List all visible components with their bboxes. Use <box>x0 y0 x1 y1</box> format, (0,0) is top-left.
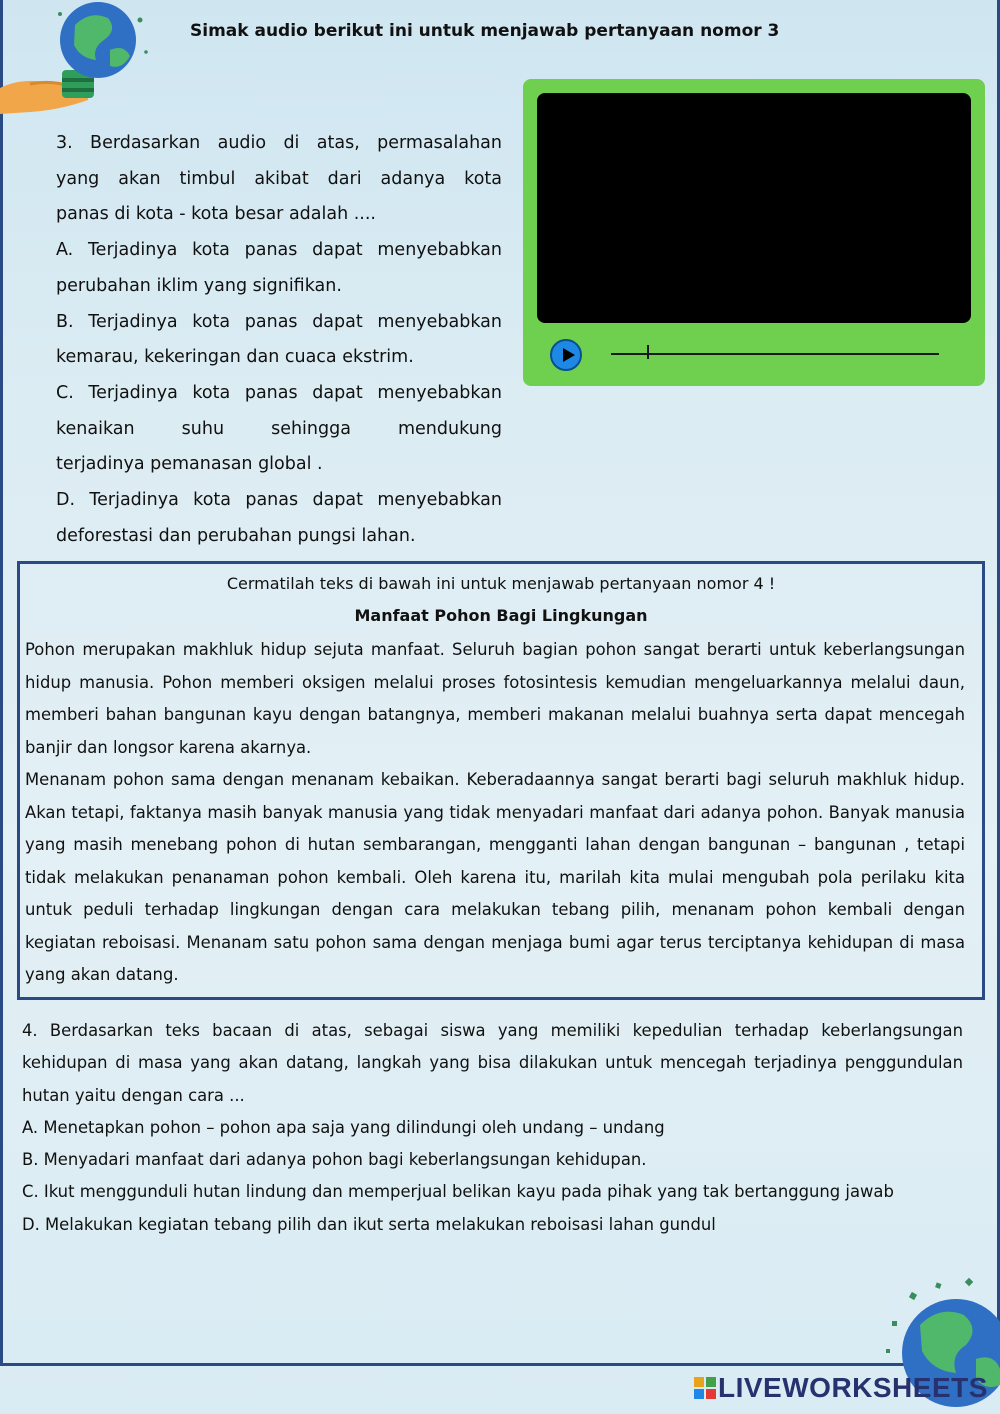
question-3-option-a-line: A. Terjadinya kota panas dapat menyebabkan <box>56 240 502 261</box>
question-3-option-c-line: C. Terjadinya kota panas dapat menyebabkan <box>56 382 502 403</box>
question-3-stem-line: panas di kota - kota besar adalah .... <box>56 204 376 225</box>
video-screen <box>537 93 971 323</box>
question-3-stem-line: yang akan timbul akibat dari adanya kota <box>56 168 502 189</box>
question-3-option-c-line: terjadinya pemanasan global . <box>56 454 323 475</box>
question-4-option-c: C. Ikut menggunduli hutan lindung dan memperjual belikan kayu pada pihak yang tak bertanggung jawab <box>22 1182 894 1202</box>
reading-instruction: Cermatilah teks di bawah ini untuk menjawab pertanyaan nomor 4 ! <box>226 574 776 593</box>
reading-title: Manfaat Pohon Bagi Lingkungan <box>354 606 648 625</box>
question-3-stem-line: 3. Berdasarkan audio di atas, permasalahan <box>56 133 502 153</box>
reading-paragraph-2: Menanam pohon sama dengan menanam kebaikan. Keberadaannya sangat berarti bagi seluruh makhluk hidup. Akan tetapi, faktanya masih banyak manusia yang tidak menyadari manfaat dari adanya pohon. Banyak manusia yang masih menebang pohon di hutan sembarangan, mengganti lahan dengan bangunan – bangunan , tetapi tidak melakukan penanaman pohon kembali. Oleh karena itu, marilah kita mulai mengubah pola perilaku kita untuk peduli terhadap lingkungan dengan cara melakukan tebang pilih, menanam pohon kembali dengan kegiatan reboisasi. Menanam satu pohon sama dengan menjaga bumi agar terus terciptanya kehidupan di masa yang akan datang. <box>25 770 965 984</box>
liveworksheets-brand-text: LIVEWORKSHEETS <box>718 1372 988 1403</box>
question-4-option-b: B. Menyadari manfaat dari adanya pohon bagi keberlangsungan kehidupan. <box>22 1150 647 1170</box>
question-3-option-b-line: B. Terjadinya kota panas dapat menyebabkan <box>56 311 502 332</box>
question-4-option-d: D. Melakukan kegiatan tebang pilih dan ikut serta melakukan reboisasi lahan gundul <box>22 1214 716 1234</box>
question-3-option-d-line: D. Terjadinya kota panas dapat menyebabkan <box>56 490 502 511</box>
liveworksheets-grid-icon <box>694 1377 716 1399</box>
reading-passage-box <box>17 561 985 1000</box>
audio-progress-track[interactable] <box>611 353 939 355</box>
question-3-option-b-line: kemarau, kekeringan dan cuaca ekstrim. <box>56 347 414 368</box>
question-4-stem: 4. Berdasarkan teks bacaan di atas, sebagai siswa yang memiliki kepedulian terhadap keberlangsungan kehidupan di masa yang akan datang, langkah yang bisa dilakukan untuk mencegah terjadinya penggundulan hutan yaitu dengan cara ... <box>22 1021 963 1105</box>
question-3-option-c-line: kenaikan suhu sehingga mendukung <box>56 418 502 439</box>
question-3-option-a-line: perubahan iklim yang signifikan. <box>56 275 342 296</box>
audio-instruction-heading: Simak audio berikut ini untuk menjawab pertanyaan nomor 3 <box>190 21 780 41</box>
question-4-option-a: A. Menetapkan pohon – pohon apa saja yang dilindungi oleh undang – undang <box>22 1117 665 1137</box>
audio-progress-handle[interactable] <box>647 345 649 359</box>
reading-paragraph-1: Pohon merupakan makhluk hidup sejuta manfaat. Seluruh bagian pohon sangat berarti untuk keberlangsungan hidup manusia. Pohon memberi oksigen melalui proses fotosintesis kemudian mengeluarkannya melalui daun, memberi bahan bangunan kayu dengan batangnya, memberi makanan melalui buahnya serta dapat mencegah banjir dan longsor karena akarnya. <box>25 640 965 757</box>
question-3-option-d-line: deforestasi dan perubahan pungsi lahan. <box>56 525 416 546</box>
play-button[interactable] <box>550 339 582 371</box>
question-4 <box>22 1015 963 1241</box>
reading-body <box>25 634 965 992</box>
audio-player <box>523 79 985 386</box>
liveworksheets-logo <box>694 1372 988 1404</box>
globe-lightbulb-icon <box>0 0 150 120</box>
question-3 <box>56 126 502 554</box>
